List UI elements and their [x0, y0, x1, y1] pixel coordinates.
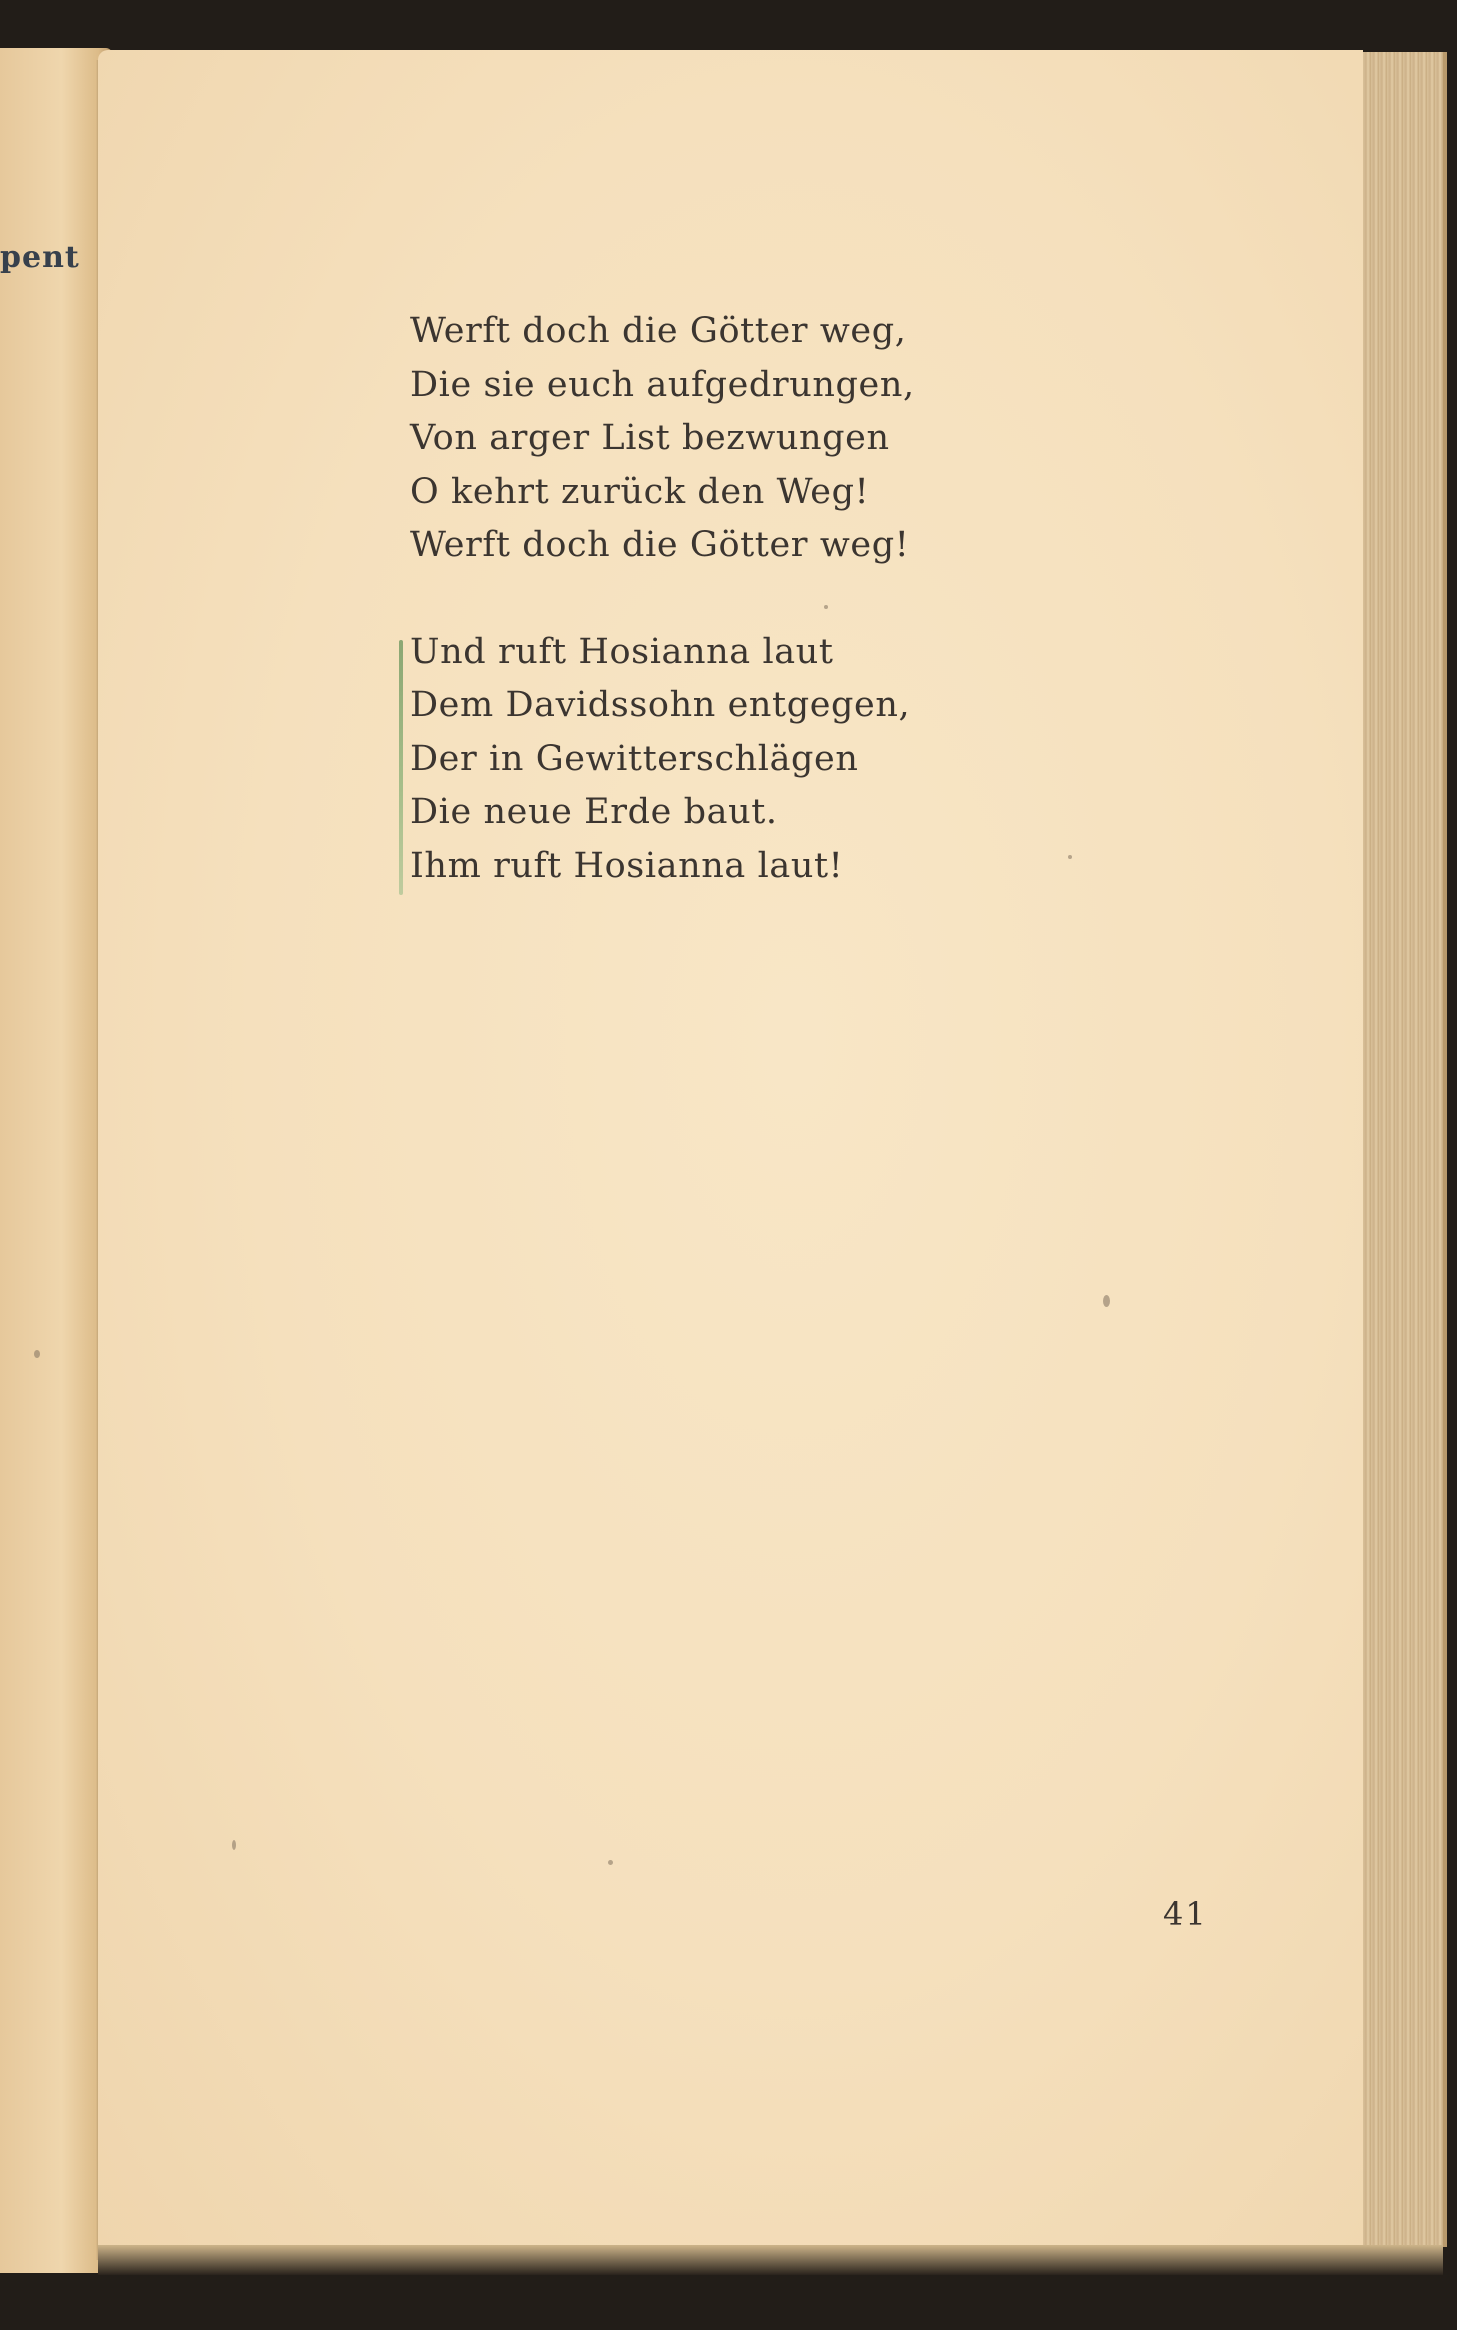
paper-speck: [1103, 1295, 1110, 1307]
poem-line: O kehrt zurück den Weg!: [410, 471, 870, 512]
poem-line: Werft doch die Götter weg,: [410, 311, 907, 351]
poem-line: Von arger List bezwungen: [410, 418, 890, 458]
poem-line: Und ruft Hosianna laut: [410, 631, 834, 672]
paper-speck: [608, 1860, 613, 1865]
bottom-edge-shadow: [98, 2245, 1443, 2275]
poem-line: Die neue Erde baut.: [410, 792, 778, 832]
poem: [410, 305, 1030, 893]
left-page-header-fragment: pent: [0, 240, 80, 275]
poem-line: Die sie euch aufgedrungen,: [410, 364, 915, 405]
poem-line: Der in Gewitterschlägen: [410, 738, 859, 779]
page-number: 41: [1163, 1895, 1208, 1933]
poem-line: Werft doch die Götter weg!: [410, 525, 910, 565]
stanza-2: [410, 626, 1030, 894]
page-edges: [1363, 52, 1447, 2247]
green-margin-mark: [399, 640, 403, 895]
poem-line: Ihm ruft Hosianna laut!: [410, 845, 844, 886]
poem-line: Dem Davidssohn entgegen,: [410, 685, 911, 725]
stanza-1: [410, 305, 1030, 573]
paper-speck: [232, 1840, 236, 1850]
paper-speck: [1068, 855, 1072, 859]
paper-speck: [824, 605, 828, 609]
paper-speck: [34, 1350, 40, 1358]
